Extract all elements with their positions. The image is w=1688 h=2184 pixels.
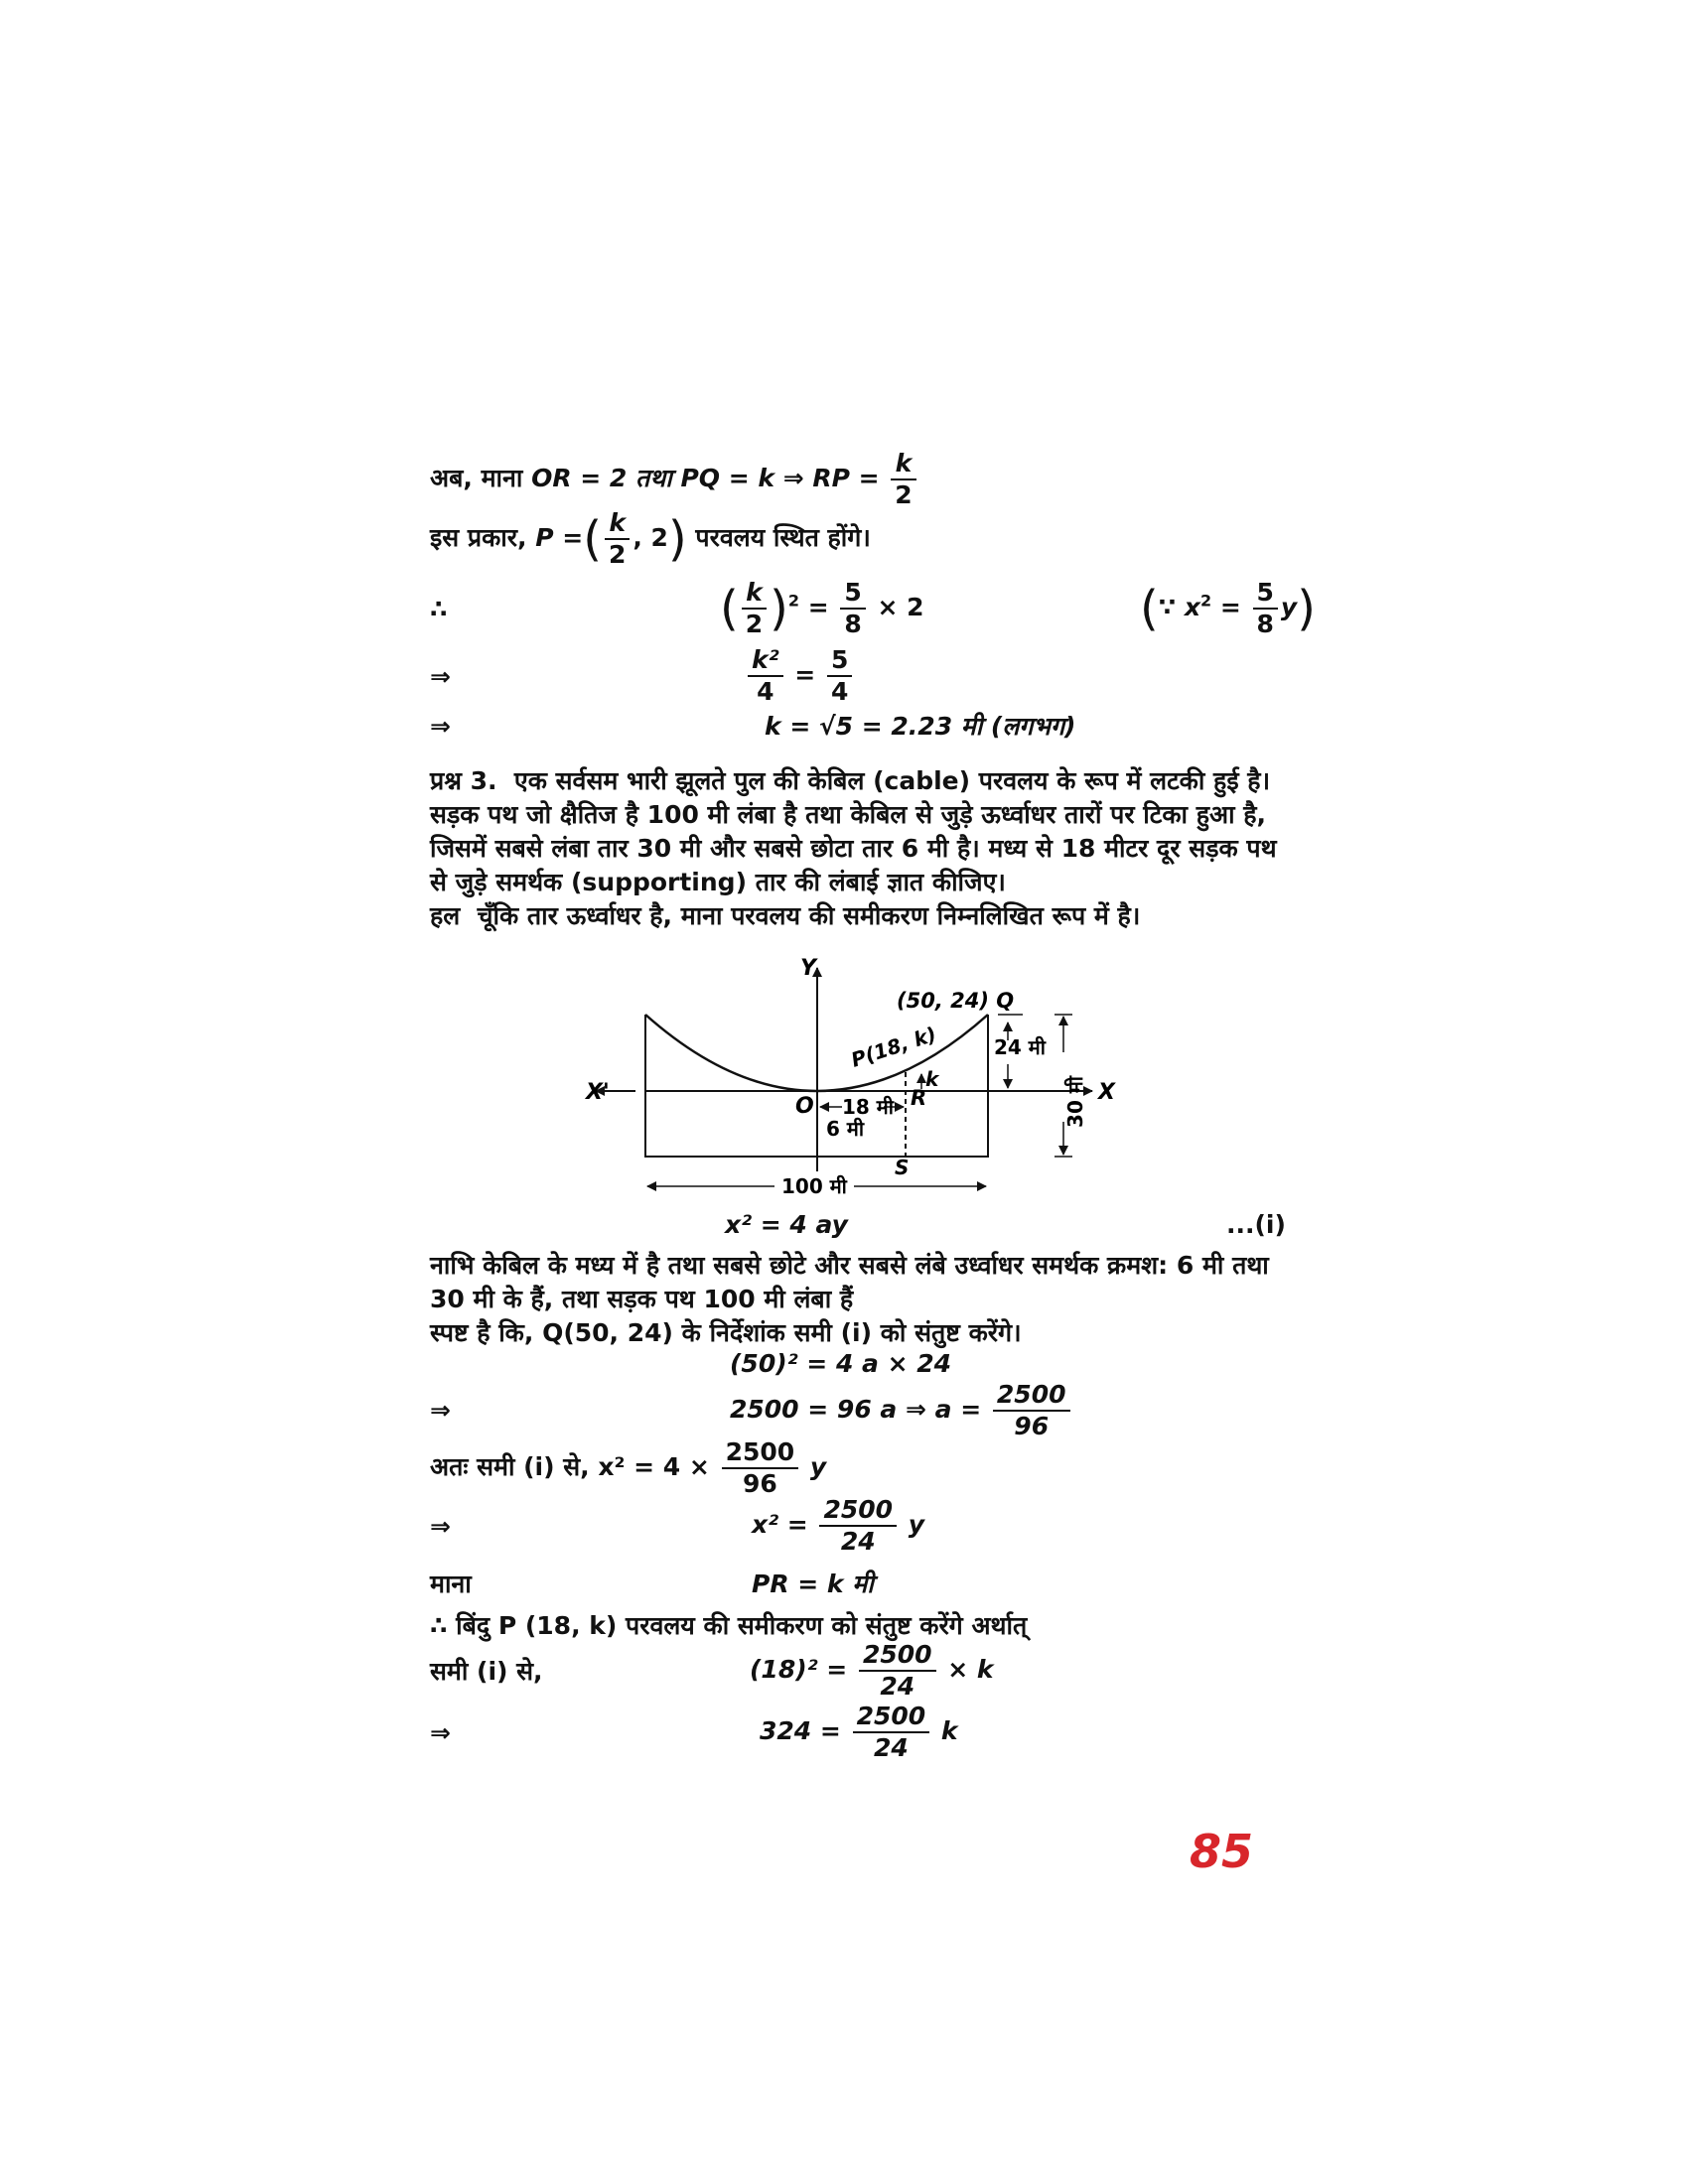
label-s: S: [895, 1156, 910, 1179]
text: x² = 4 ay: [725, 1210, 848, 1239]
text: अब, माना: [430, 464, 523, 492]
equation-8: [760, 1702, 958, 1763]
denominator: 2: [895, 480, 913, 509]
text: अतः समी (i) से, x² = 4 ×: [430, 1452, 710, 1481]
text: ∴: [430, 595, 448, 623]
text: × k: [947, 1655, 994, 1684]
numerator: 5: [840, 578, 865, 610]
paragraph-line: स्पष्ट है कि, Q(50, 24) के निर्देशांक समी (i) को संतुष्ट करेंगे।: [430, 1318, 1022, 1347]
label-100m: 100 मी: [781, 1174, 847, 1198]
exponent: 2: [1199, 591, 1212, 611]
text: समी (i) से,: [430, 1657, 543, 1686]
text: =: [794, 660, 816, 689]
numerator: 5: [1253, 578, 1278, 610]
implies-symbol: [430, 1511, 451, 1543]
equation-tag: [1226, 1209, 1286, 1241]
numerator: 2500: [993, 1380, 1070, 1412]
equation-6: [752, 1569, 874, 1600]
label-o: O: [795, 1094, 814, 1119]
equation-5: [752, 1495, 924, 1557]
implies-symbol: [430, 1395, 451, 1427]
denominator: 24: [840, 1527, 876, 1556]
denominator: 24: [880, 1672, 915, 1701]
equation-3: [730, 1380, 1073, 1441]
denominator: 96: [1014, 1412, 1050, 1440]
text: 324 =: [760, 1716, 841, 1745]
numerator: k: [605, 508, 630, 540]
text: इस प्रकार,: [430, 523, 527, 552]
denominator: 2: [608, 540, 627, 569]
exponent: 2: [787, 591, 800, 611]
fraction: [722, 1437, 799, 1499]
text: y: [1280, 593, 1298, 621]
question-label: प्रश्न 3.: [430, 766, 497, 795]
equation-4: [430, 1437, 826, 1499]
text: 85: [1190, 1825, 1254, 1878]
text: PR = k मी: [752, 1570, 874, 1598]
text: ⇒: [430, 1512, 451, 1541]
focus-paragraph: [430, 1249, 1272, 1350]
text: परवलय स्थित होंगे।: [695, 523, 871, 552]
denominator: 4: [757, 677, 774, 706]
text: चूँकि तार ऊर्ध्वाधर है, माना परवलय की समीकरण निम्नलिखित रूप में है।: [477, 901, 1141, 930]
label-y: Y: [800, 956, 816, 981]
fraction: [819, 1495, 897, 1557]
equation-i: [725, 1209, 848, 1241]
text: माना: [430, 1570, 472, 1598]
text: y: [908, 1510, 925, 1539]
point-paragraph: [430, 1610, 1027, 1642]
denominator: 24: [873, 1733, 909, 1762]
numerator: 2500: [853, 1702, 930, 1733]
denominator: 96: [742, 1469, 777, 1498]
denominator: 8: [1256, 610, 1274, 638]
text: =: [807, 593, 829, 621]
text: (18)² =: [750, 1655, 848, 1684]
label-18m: 18 मी: [842, 1095, 894, 1119]
numerator: 2500: [722, 1437, 799, 1469]
label-r: R: [911, 1086, 927, 1110]
text: × 2: [877, 593, 924, 621]
text: =: [1219, 593, 1241, 621]
label-x: X: [1098, 1080, 1115, 1105]
numerator: 2500: [819, 1495, 897, 1527]
eq-line-3-note: (∵ $x^2$ = $\frac{5}{8}$ y): [1140, 578, 1316, 638]
numerator: k: [742, 578, 767, 610]
text: ∵ x: [1158, 593, 1200, 621]
denominator: 8: [844, 610, 862, 638]
denominator: 4: [830, 677, 849, 706]
eq-line-3: ( $\frac{k}{2}$ )$^2$ = $\frac{5}{8}$ × 2: [720, 578, 924, 638]
text: ⇒: [430, 712, 451, 741]
let-label: [430, 1569, 472, 1600]
eq-line-2: इस प्रकार, P =( $\frac{k}{2}$ , 2) परवलय स्थित होंगे।: [430, 508, 871, 569]
fraction: [859, 1640, 936, 1702]
implies-symbol: [430, 1717, 451, 1749]
text: 2500 = 96 a ⇒ a =: [730, 1395, 982, 1424]
numerator: 2500: [859, 1640, 936, 1672]
text: एक सर्वसम भारी झूलते पुल की केबिल (cable) परवलय के रूप में लटकी हुई है।: [513, 766, 1271, 795]
page-number: [1190, 1825, 1253, 1878]
numerator: k: [891, 449, 915, 480]
label-q: (50, 24) Q: [897, 989, 1015, 1013]
label-k: k: [925, 1067, 939, 1091]
text: OR = 2 तथा PQ = k ⇒ RP =: [531, 464, 880, 492]
eq7-label: [430, 1656, 543, 1688]
numerator: k²: [748, 645, 783, 677]
text: ...(i): [1226, 1210, 1286, 1239]
text: y: [809, 1452, 827, 1481]
label-x-prime: X': [586, 1080, 610, 1105]
text: ∴ बिंदु P (18, k) परवलय की समीकरण को संतुष्ट करेंगे अर्थात्: [430, 1611, 1028, 1640]
fraction: [853, 1702, 930, 1763]
solution-label: हल: [430, 901, 461, 930]
fraction: [993, 1380, 1070, 1441]
text: ⇒: [430, 1718, 451, 1747]
text: P =: [535, 523, 584, 552]
label-24m: 24 मी: [994, 1035, 1046, 1059]
text: (50)² = 4 a × 24: [730, 1349, 952, 1378]
text: ⇒: [430, 662, 451, 691]
paragraph-line: नाभि केबिल के मध्य में है तथा सबसे छोटे और सबसे लंबे उर्ध्वाधर समर्थक क्रमश: 6 मी तथा: [430, 1251, 1269, 1280]
label-p: P(18, k): [848, 1022, 939, 1072]
equation-7: [750, 1640, 994, 1702]
text: ⇒: [430, 1396, 451, 1425]
text: k: [940, 1716, 958, 1745]
question-line: सड़क पथ जो क्षैतिज है 100 मी लंबा है तथा केबिल से जुड़े ऊर्ध्वाधर तारों पर टिका हुआ है,: [430, 800, 1267, 829]
question-line: जिसमें सबसे लंबा तार 30 मी और सबसे छोटा तार 6 मी है। मध्य से 18 मीटर दूर सड़क पथ: [430, 834, 1277, 863]
text: , 2: [633, 523, 668, 552]
label-6m: 6 मी: [826, 1117, 865, 1141]
equation-2: [730, 1348, 951, 1380]
label-30m: 30 मी: [1063, 1076, 1087, 1128]
numerator: 5: [827, 645, 852, 677]
text: x² =: [752, 1510, 808, 1539]
paragraph-line: 30 मी के हैं, तथा सड़क पथ 100 मी लंबा हैं: [430, 1285, 854, 1313]
denominator: 2: [745, 610, 764, 638]
text: k = √5 = 2.23 मी (लगभग): [765, 712, 1076, 741]
question-line: से जुड़े समर्थक (supporting) तार की लंबाई ज्ञात कीजिए।: [430, 868, 1006, 896]
